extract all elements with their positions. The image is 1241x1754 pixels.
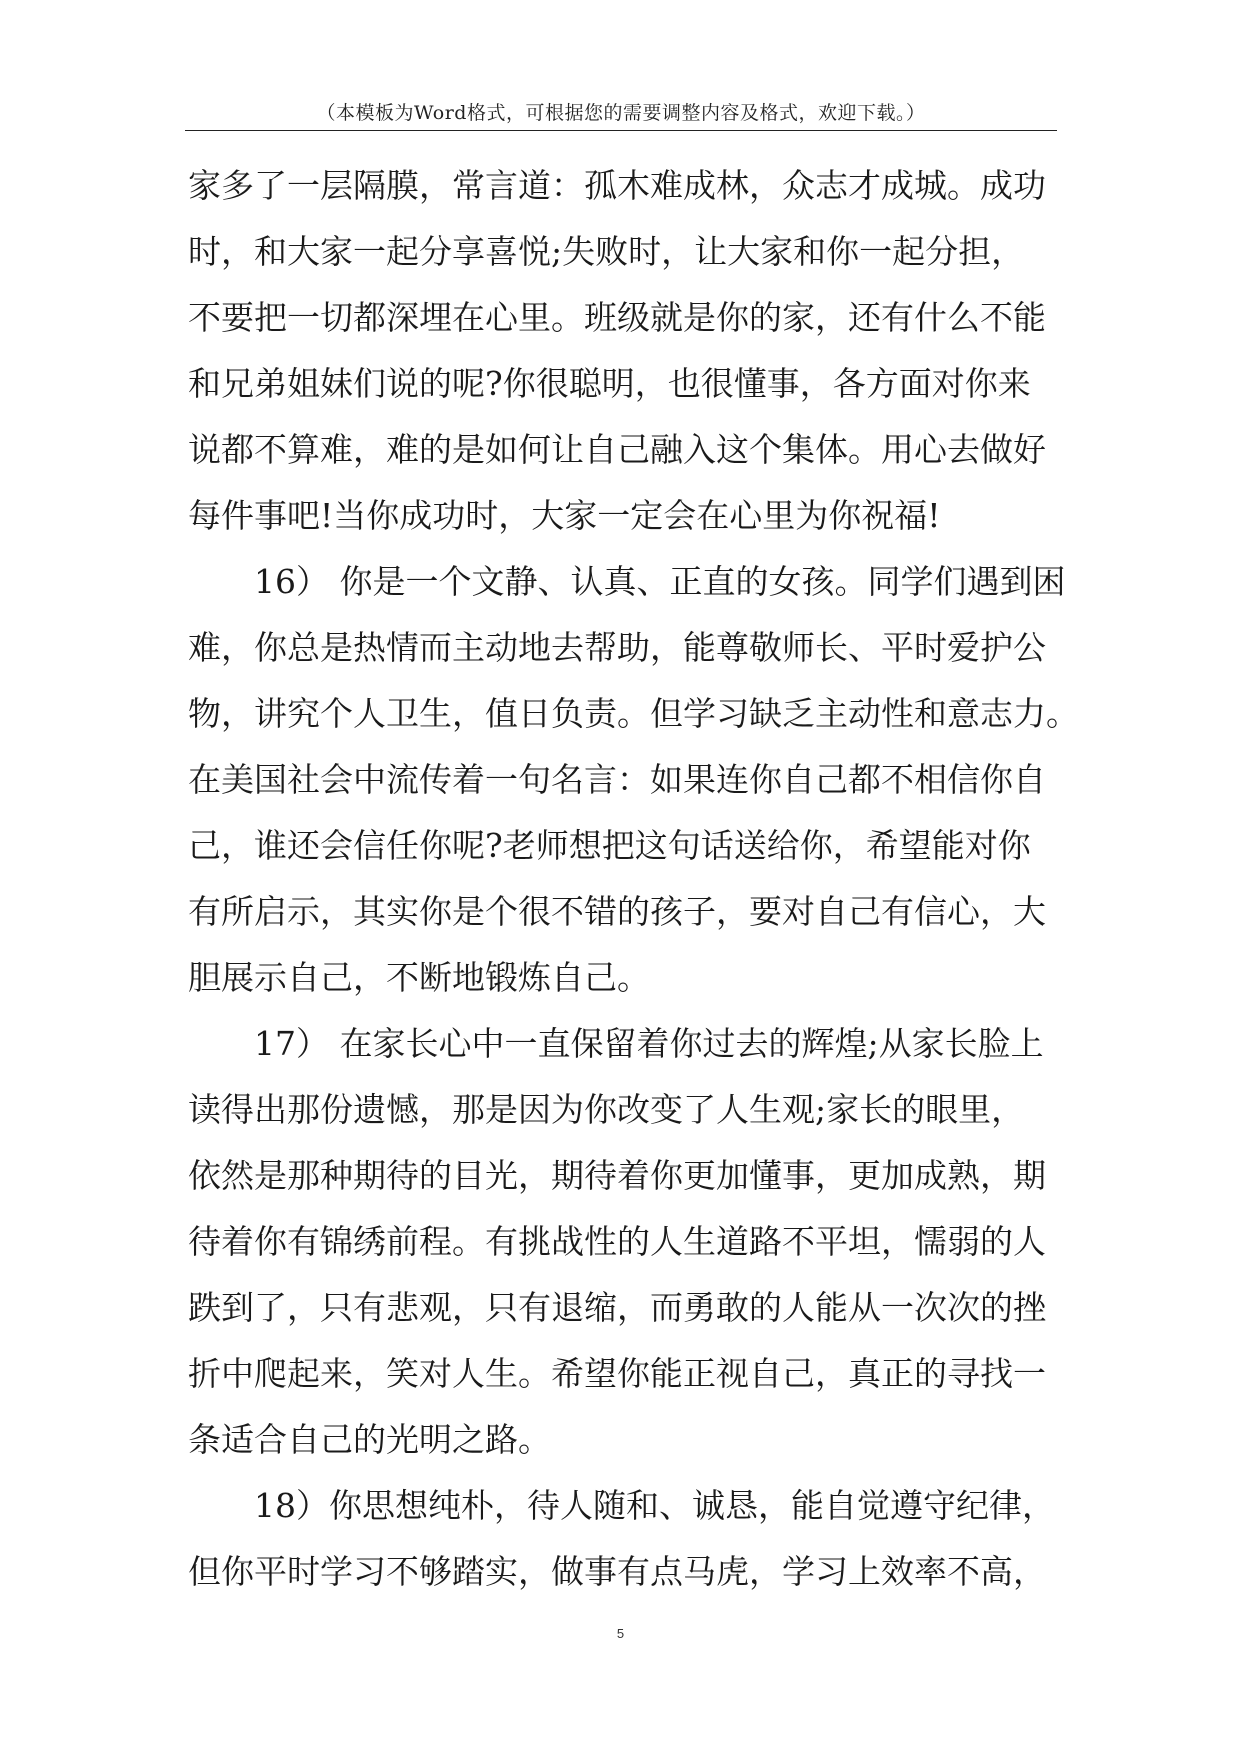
text-line: 己，谁还会信任你呢?老师想把这句话送给你，希望能对你 xyxy=(188,826,1031,865)
text-line: 但你平时学习不够踏实，做事有点马虎，学习上效率不高， xyxy=(188,1552,1046,1591)
text-line: 物，讲究个人卫生，值日负责。但学习缺乏主动性和意志力。 xyxy=(188,694,1079,733)
text-line: 每件事吧!当你成功时，大家一定会在心里为你祝福! xyxy=(188,496,941,535)
page-number: 5 xyxy=(616,1626,625,1641)
text-line: 说都不算难，难的是如何让自己融入这个集体。用心去做好 xyxy=(188,430,1046,469)
text-line: 时，和大家一起分享喜悦;失败时，让大家和你一起分担， xyxy=(188,232,1025,271)
text-line: 有所启示，其实你是个很不错的孩子，要对自己有信心，大 xyxy=(188,892,1046,931)
text-line: 难，你总是热情而主动地去帮助，能尊敬师长、平时爱护公 xyxy=(188,628,1046,667)
header-divider xyxy=(185,130,1057,131)
text-line: 18）你思想纯朴，待人随和、诚恳，能自觉遵守纪律， xyxy=(188,1486,1055,1525)
text-line: 家多了一层隔膜，常言道：孤木难成林，众志才成城。成功 xyxy=(188,166,1046,205)
text-line: 依然是那种期待的目光，期待着你更加懂事，更加成熟，期 xyxy=(188,1156,1046,1195)
text-line: 待着你有锦绣前程。有挑战性的人生道路不平坦，懦弱的人 xyxy=(188,1222,1046,1261)
text-line: 在美国社会中流传着一句名言：如果连你自己都不相信你自 xyxy=(188,760,1046,799)
body-text xyxy=(188,153,1079,1605)
text-line: 16） 你是一个文静、认真、正直的女孩。同学们遇到困 xyxy=(188,562,1066,601)
text-line: 折中爬起来，笑对人生。希望你能正视自己，真正的寻找一 xyxy=(188,1354,1046,1393)
text-line: 读得出那份遗憾，那是因为你改变了人生观;家长的眼里， xyxy=(188,1090,1025,1129)
text-line: 17） 在家长心中一直保留着你过去的辉煌;从家长脸上 xyxy=(188,1024,1044,1063)
text-line: 跌到了，只有悲观，只有退缩，而勇敢的人能从一次次的挫 xyxy=(188,1288,1046,1327)
text-line: 胆展示自己，不断地锻炼自己。 xyxy=(188,958,650,997)
text-line: 不要把一切都深埋在心里。班级就是你的家，还有什么不能 xyxy=(188,298,1046,337)
page-header: （本模板为Word格式，可根据您的需要调整内容及格式，欢迎下载。） xyxy=(316,102,926,124)
text-line: 和兄弟姐妹们说的呢?你很聪明，也很懂事，各方面对你来 xyxy=(188,364,1031,403)
text-line: 条适合自己的光明之路。 xyxy=(188,1420,551,1459)
